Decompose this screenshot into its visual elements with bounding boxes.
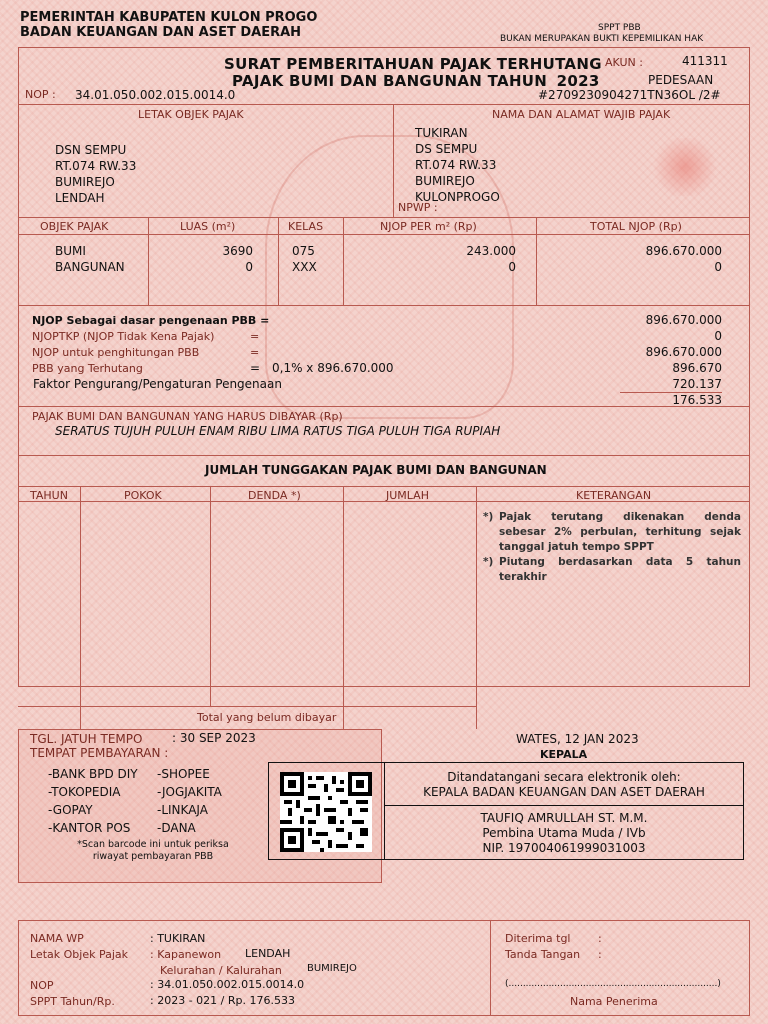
payment-places-left: -BANK BPD DIY -TOKOPEDIA -GOPAY -KANTOR POS [48,767,138,835]
receipt-nop-value: : 34.01.050.002.015.0014.0 [150,978,305,991]
faktor-label: Faktor Pengurang/Pengaturan Pengenaan [33,377,282,391]
faktor-value: 720.137 [672,377,722,391]
org-line-1: PEMERINTAH KABUPATEN KULON PROGO [20,10,318,25]
receipt-name-value: : TUKIRAN [150,932,206,945]
table-row-bangunan-njop: 0 [508,260,516,274]
receipt-nop-label: NOP [30,979,54,992]
nop-label: NOP : [25,88,56,101]
njop-hitung-value: 896.670.000 [645,345,722,359]
payment-place-label: TEMPAT PEMBAYARAN : [30,746,169,760]
taxpayer-address: TUKIRAN DS SEMPU RT.074 RW.33 BUMIREJO KULONPROGO [415,126,500,204]
scan-note: *Scan barcode ini untuk periksa riwayat pembayaran PBB [77,839,229,862]
table-row-bumi-objek: BUMI [55,244,86,258]
table-row-bangunan-objek: BANGUNAN [55,260,125,274]
signer-name: TAUFIQ AMRULLAH ST. M.M. [480,811,648,825]
final-value: 176.533 [672,393,722,407]
col-jumlah: JUMLAH [386,489,429,502]
object-location-heading: LETAK OBJEK PAJAK [138,108,244,121]
total-unpaid-label: Total yang belum dibayar [197,711,337,724]
njop-dasar-label: NJOP Sebagai dasar pengenaan PBB = [32,314,270,327]
arrears-heading: JUMLAH TUNGGAKAN PAJAK BUMI DAN BANGUNAN [205,463,547,477]
payable-words: SERATUS TUJUH PULUH ENAM RIBU LIMA RATUS TIGA PULUH TIGA RUPIAH [55,424,501,438]
col-objek: OBJEK PAJAK [40,220,109,233]
receipt-kapanewon-value: LENDAH [245,947,291,960]
table-row-bangunan-luas: 0 [245,260,253,274]
npwp-label: NPWP : [398,201,438,214]
table-row-bangunan-kelas: XXX [292,260,317,274]
receipt-sppt-label: SPPT Tahun/Rp. [30,995,115,1008]
table-row-bangunan-total: 0 [714,260,722,274]
object-location-address: DSN SEMPU RT.074 RW.33 BUMIREJO LENDAH [55,143,137,205]
col-luas: LUAS (m²) [180,220,236,233]
receipt-sign-label: Tanda Tangan [505,948,581,961]
signer-nip: NIP. 197004061999031003 [482,841,646,855]
njoptkp-value: 0 [714,329,722,343]
payable-label: PAJAK BUMI DAN BANGUNAN YANG HARUS DIBAYAR (Rp) [32,410,343,423]
receipt-name-label: NAMA WP [30,932,84,945]
receipt-kelurahan-label: Kelurahan / Kalurahan [160,964,282,977]
qr-code-icon[interactable] [280,772,372,852]
receipt-received-label: Diterima tgl [505,932,571,945]
tax-year: 2023 [556,72,600,90]
sppt-document: PEMERINTAH KABUPATEN KULON PROGO BADAN KEUANGAN DAN ASET DAERAH SPPT PBB BUKAN MERUPAKAN BUKTI KEPEMILIKAN HAK SURAT PEMBERITAHUAN PAJAK TERHUTANG PAJAK BUMI DAN BANGUNAN TAHUN 2023 AKUN : 411311 PEDESAAN NOP : 34.01.050.002.015.0014.0 #2709230904271TN36OL /2# LETAK OBJEK PAJAK NAMA DAN ALAMAT WAJIB PAJAK DSN SEMPU RT.074 RW.33 BUMIREJO LENDAH TUKIRAN DS SEMPU RT.074 RW.33 BUMIREJO KULONPROGO NPWP : OBJEK PAJAK LUAS (m²) KELAS NJOP PER m² (Rp) TOTAL NJOP (Rp) BUMI 3690 075 243.000 896.670.000 BANGUNAN 0 XXX 0 0 NJOP Sebagai dasar pengenaan PBB = 896.670.000 NJOPTKP (NJOP Tidak Kena Pajak) = 0 NJOP untuk penghitungan PBB = 896.670.000 PBB yang Terhutang = 0,1% x 896.670.000 896.670 Faktor Pengurang/Pengaturan Pengenaan 720.137 176.533 PAJAK BUMI DAN BANGUNAN YANG HARUS DIBAYAR (Rp) SERATUS TUJUH PULUH ENAM RIBU LIMA RATUS TIGA PULUH TIGA RUPIAH JUMLAH TUNGGAKAN PAJAK BUMI DAN BANGUNAN TAHUN POKOK DENDA *) JUMLAH KETERANGAN *) Pajak terutang dikenakan denda sebesar 2% perbulan, terhitung sejak tanggal jatuh tempo SPPT *) Piutang berdasarkan data 5 tahun terakhir Total yang belum dibayar TGL. JATUH TEMPO : 30 SEP 2023 TEMPAT PEMBAYARAN : -BANK BPD DIY -TOKOPEDIA -GOPAY -KANTOR POS -SHOPEE -JOGJAKITA -LINKAJA -DANA *Scan barcode ini untuk periksa riwayat pembayaran PBB WATES, 12 JAN 2023 KEPALA Ditandatangani secara elektronik oleh: KEPALA BADAN KEUANGAN DAN ASET DAERAH TAUFIQ AMRULLAH ST. M.M. Pembina Utama Muda / IVb NIP. 197004061999031003 NAMA WP : TUKIRAN Letak Objek Pajak : Kapanewon LENDAH Kelurahan / Kalurahan BUMIREJO NOP : 34.01.050.002.015.0014.0 SPPT Tahun/Rp. : 2023 - 021 / Rp. 176.533 Diterima tgl : Tanda Tangan : (.........................................................................) Nama Penerima [0,0,768,1024]
akun-value: 411311 [682,54,728,68]
taxpayer-heading: NAMA DAN ALAMAT WAJIB PAJAK [492,108,671,121]
sign-role: KEPALA [540,748,588,761]
col-njop-per-m2: NJOP PER m² (Rp) [380,220,477,233]
col-tahun: TAHUN [30,489,68,502]
receipt-location-label: Letak Objek Pajak [30,948,129,961]
pbb-formula: 0,1% x 896.670.000 [272,361,394,375]
njoptkp-label: NJOPTKP (NJOP Tidak Kena Pajak) [32,330,215,343]
col-total-njop: TOTAL NJOP (Rp) [590,220,682,233]
receipt-kelurahan-value: BUMIREJO [307,963,357,974]
table-row-bumi-luas: 3690 [222,244,253,258]
receipt-receiver-label: Nama Penerima [570,995,658,1008]
disclaimer: BUKAN MERUPAKAN BUKTI KEPEMILIKAN HAK [500,34,704,44]
arrears-note: *) Pajak terutang dikenakan denda sebesar 2% perbulan, terhitung sejak tanggal jatuh tempo SPPT *) Piutang berdasarkan data 5 tahun terakhir [483,511,741,583]
receipt-dots: (.........................................................................) [505,979,721,989]
col-kelas: KELAS [288,220,324,233]
title-line-1: SURAT PEMBERITAHUAN PAJAK TERHUTANG [224,55,602,73]
table-row-bumi-kelas: 075 [292,244,315,258]
receipt-sppt-value: : 2023 - 021 / Rp. 176.533 [150,994,295,1007]
col-keterangan: KETERANGAN [576,489,652,502]
col-pokok: POKOK [124,489,162,502]
receipt-kapanewon-label: : Kapanewon [150,948,222,961]
payment-places-right: -SHOPEE -JOGJAKITA -LINKAJA -DANA [157,767,222,835]
sppt-tag: SPPT PBB [598,23,641,33]
e-signature-text: Ditandatangani secara elektronik oleh: KEPALA BADAN KEUANGAN DAN ASET DAERAH [423,770,705,799]
sign-place-date: WATES, 12 JAN 2023 [516,732,639,746]
due-date-label: TGL. JATUH TEMPO [30,732,143,746]
signer-rank: Pembina Utama Muda / IVb [482,826,646,840]
doc-code: #2709230904271TN36OL /2# [538,88,721,102]
area-type: PEDESAAN [648,73,714,87]
signer-info [384,811,744,856]
njop-hitung-label: NJOP untuk penghitungan PBB [32,346,200,359]
pbb-value: 896.670 [672,361,722,375]
njop-dasar-value: 896.670.000 [645,313,722,327]
org-line-2: BADAN KEUANGAN DAN ASET DAERAH [20,25,302,40]
table-row-bumi-njop: 243.000 [466,244,516,258]
akun-label: AKUN : [605,56,643,69]
nop-value: 34.01.050.002.015.0014.0 [75,88,236,102]
pbb-label: PBB yang Terhutang [32,362,143,375]
col-denda: DENDA *) [248,489,301,502]
due-date-value: : 30 SEP 2023 [172,731,256,745]
title-text: PAJAK BUMI DAN BANGUNAN TAHUN [232,72,548,90]
table-row-bumi-total: 896.670.000 [645,244,722,258]
